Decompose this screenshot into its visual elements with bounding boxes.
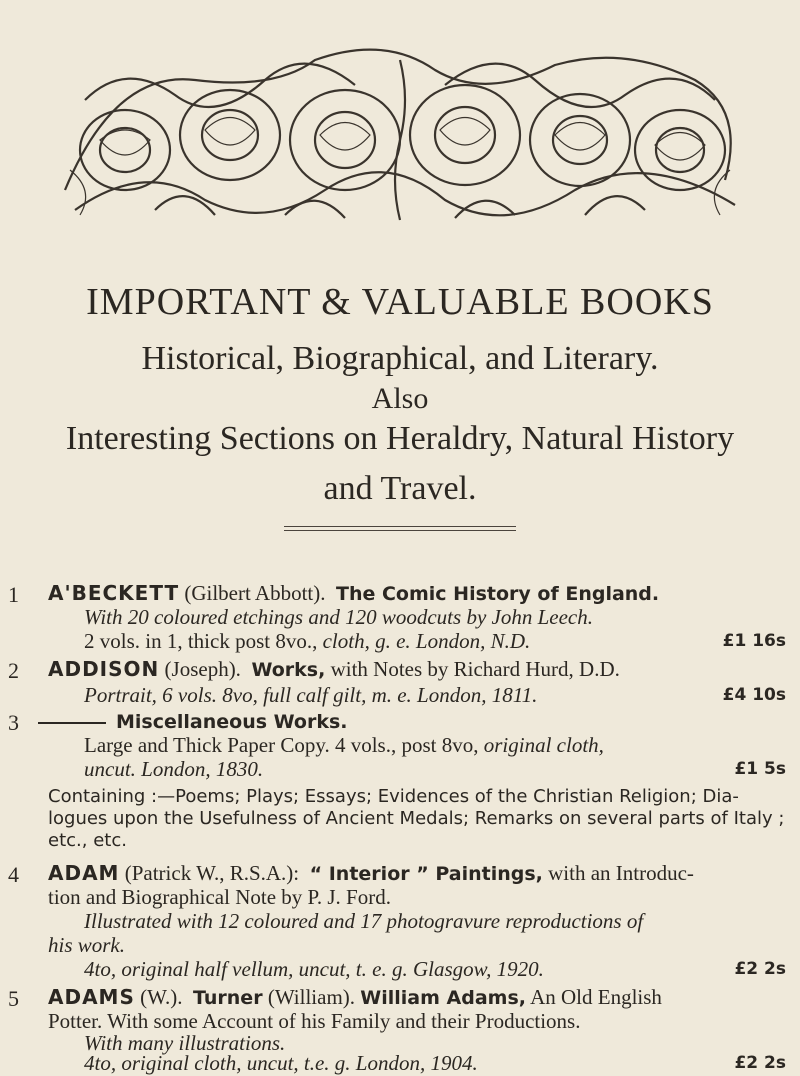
entry-price: £4 10s <box>722 685 786 705</box>
entry-price: £1 5s <box>734 759 786 779</box>
entry-line: tion and Biographical Note by P. J. Ford. <box>48 885 391 909</box>
entry-line <box>84 628 530 654</box>
entry-number: 5 <box>8 986 19 1011</box>
entry-heading <box>48 656 620 683</box>
entry-title: Works, <box>251 659 326 681</box>
entry-title-rest: with Notes by Richard Hurd, D.D. <box>330 657 620 681</box>
entry-author-rest: (Gilbert Abbott). <box>184 581 326 605</box>
entry-author: A'BECKETT <box>48 581 180 605</box>
entry-price: £2 2s <box>734 959 786 979</box>
entry-title-rest: with an Introduc- <box>548 861 694 885</box>
entry-binding: original cloth, <box>483 733 604 757</box>
entry-format: 2 vols. in 1, thick post 8vo., <box>84 629 323 653</box>
entry-heading <box>48 580 659 607</box>
entry-line: With many illustrations. <box>84 1031 286 1055</box>
also-line: Also <box>371 382 429 415</box>
entry-format: Large and Thick Paper Copy. 4 vols., post 8vo, <box>84 733 484 757</box>
entry-contents: etc., etc. <box>48 830 127 851</box>
entry-line <box>84 732 604 758</box>
ditto-dash <box>38 722 106 724</box>
entry-author-rest: (Patrick W., R.S.A.): <box>124 861 300 885</box>
entry-author: ADAMS <box>48 985 135 1009</box>
entry-title: Miscellaneous Works. <box>116 711 348 733</box>
catalogue-subtitle: Historical, Biographical, and Literary. <box>141 340 659 377</box>
entry-line: Potter. With some Account of his Family and their Productions. <box>48 1009 581 1033</box>
entry-binding: cloth, g. e. London, N.D. <box>322 629 531 653</box>
subtitle-line-3: and Travel. <box>323 470 477 507</box>
entry-heading <box>38 708 348 735</box>
entry-heading <box>48 984 662 1011</box>
entry-author-rest: (W.). <box>140 985 183 1009</box>
ornamental-header-engraving <box>55 40 745 230</box>
entry-price: £1 16s <box>722 631 786 651</box>
entry-title: The Comic History of England. <box>336 583 660 605</box>
entry-title-2: William Adams, <box>360 987 526 1009</box>
entry-line: Illustrated with 12 coloured and 17 photogravure reproductions of <box>84 909 644 933</box>
entry-line: Portrait, 6 vols. 8vo, full calf gilt, m. e. London, 1811. <box>84 683 538 707</box>
divider-rule <box>284 530 516 531</box>
entry-author-rest: (Joseph). <box>164 657 241 681</box>
entry-title: “ Interior ” Paintings, <box>309 863 543 885</box>
entry-line: With 20 coloured etchings and 120 woodcuts by John Leech. <box>84 605 593 629</box>
catalogue-title: IMPORTANT & VALUABLE BOOKS <box>86 281 714 323</box>
entry-contents: logues upon the Usefulness of Ancient Medals; Remarks on several parts of Italy ; <box>48 808 785 829</box>
entry-number: 4 <box>8 862 19 887</box>
entry-title-mid: (William). <box>267 985 356 1009</box>
entry-line: 4to, original half vellum, uncut, t. e. g. Glasgow, 1920. <box>84 957 544 981</box>
entry-number: 1 <box>8 582 19 607</box>
entry-number: 2 <box>8 658 19 683</box>
entry-author: ADAM <box>48 861 120 885</box>
divider-rule <box>284 526 516 527</box>
entry-price: £2 2s <box>734 1053 786 1073</box>
entry-line: his work. <box>48 933 126 957</box>
entry-author: ADDISON <box>48 657 160 681</box>
entry-line: uncut. London, 1830. <box>84 757 264 781</box>
subtitle-line-2: Interesting Sections on Heraldry, Natural History <box>65 420 735 457</box>
entry-heading <box>48 860 694 887</box>
entry-title-rest: An Old English <box>530 985 662 1009</box>
entry-title: Turner <box>193 987 263 1009</box>
entry-number: 3 <box>8 710 19 735</box>
entry-line: 4to, original cloth, uncut, t.e. g. London, 1904. <box>84 1051 478 1075</box>
entry-contents: Containing :—Poems; Plays; Essays; Evidences of the Christian Religion; Dia- <box>48 786 739 807</box>
